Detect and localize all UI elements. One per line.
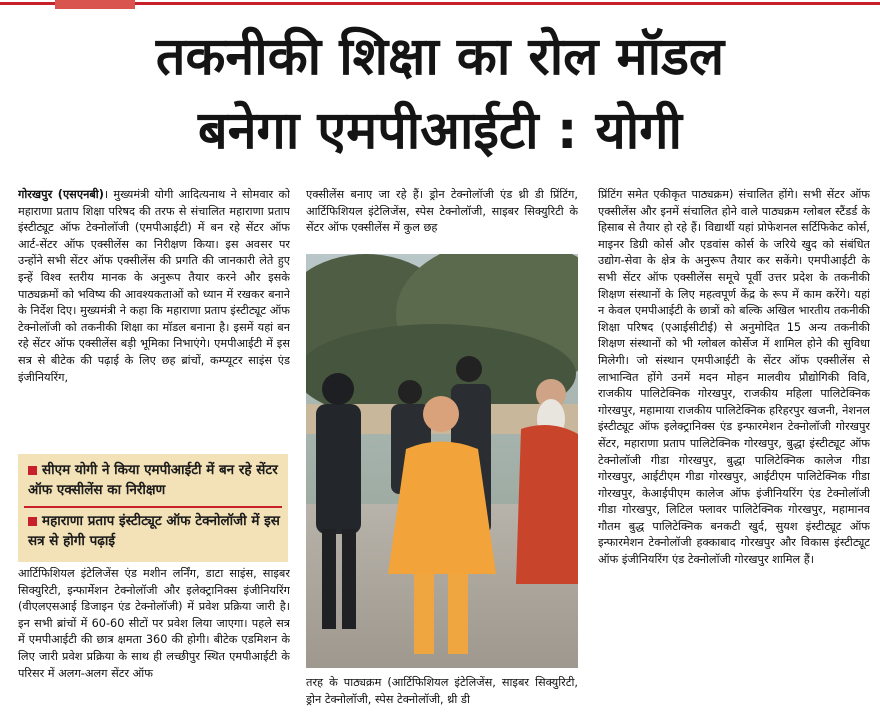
news-photo bbox=[306, 254, 578, 668]
article-column-3: प्रिंटिंग समेत एकीकृत पाठ्यक्रम) संचालित होंगे। सभी सेंटर ऑफ एक्सीलेंस और इनमें संचालित होने वाले पाठ्यक्रम ग्लोबल स्टैंडर्ड के हिसाब से तैयार हो रहे हैं। विद्यार्थी यहां प्रोफेशनल सर्टिफिकेट कोर्स, माइनर डिग्री कोर्स और एडवांस कोर्स के जरिये खुद को संबंधित उद्योग-सेवा के क्षेत्र के अनुरूप तैयार कर सकेंगे। एमपीआईटी के सभी सेंटर ऑफ एक्सीलेंस समूचे पूर्वी उत्तर प्रदेश के तकनीकी शिक्षण संस्थानों के लिए महत्वपूर्ण केंद्र के रूप में काम करेंगे। यहां न केवल एमपीआईटी के छात्रों को बल्कि अखिल भारतीय तकनीकी शिक्षा परिषद (एआईसीटीई) से अनुमोदित 15 अन्य तकनीकी शिक्षण संस्थानों को भी ग्लोबल कोर्सेज में शामिल होने की सुविधा मिलेगी। जो संस्थान एमपीआईटी के सेंटर ऑफ एक्सीलेंस से लाभान्वित होंगे उनमें मदन मोहन मालवीय प्रौद्योगिकी विवि, राजकीय पालिटेक्निक गोरखपुर, राजकीय महिला पालिटेक्निक गोरखपुर, महामाया राजकीय पालिटेक्निक हरिहरपुर खजनी, नेशनल इंस्टीट्यूट ऑफ इलेक्ट्रानिक्स एंड इन्फारमेशन टेक्नोलॉजी गोरखपुर सेंटर, महाराणा प्रताप पालिटेक्निक गोरखपुर, बुद्धा इंस्टीट्यूट ऑफ टेक्नोलॉजी गीडा गोरखपुर, बुद्धा पालिटेक्निक कालेज गीडा गोरखपुर, आईटीएम गीडा गोरखपुर, आईटीएम पालिटेक्निक गीडा गोरखपुर, केआईपीएम कालेज ऑफ इंजीनियरिंग एंड टेक्नोलॉजी गीडा गोरखपुर, लिटिल फ्लावर पालिटेक्निक गोरखपुर, महामानव गौतम बुद्ध पालिटेक्निक बनकटी खुर्द, सुयश इंस्टीट्यूट ऑफ इन्फारमेशन टेक्नोलॉजी हक्काबाद गोरखपुर और विकास इंस्टीट्यूट ऑफ इंजीनियरिंग एंड टेक्नोलॉजी गोरखपुर शामिल हैं। bbox=[598, 188, 870, 567]
article-column-1-bottom: आर्टिफिशियल इंटेलिजेंस एंड मशीन लर्निंग, डाटा साइंस, साइबर सिक्युरिटी, इन्फार्मेशन टेक्नोलॉजी और इलेक्ट्रानिक्स इंजीनियरिंग (वीएलएसआई डिजाइन एंड टेक्नोलॉजी) में प्रवेश प्रक्रिया जारी है। इन सभी ब्रांचों में 60-60 सीटों पर प्रवेश लिया जाएगा। पहले सत्र में एमपीआईटी की छात्र क्षमता 360 की होगी। बीटेक एडमिशन के लिए जारी प्रवेश प्रक्रिया के साथ ही लच्छीपुर स्थित एमपीआईटी के परिसर में अलग-अलग सेंटर ऑफ bbox=[18, 567, 290, 680]
photo-image bbox=[306, 254, 578, 668]
highlight-text-1: सीएम योगी ने किया एमपीआईटी में बन रहे सेंटर ऑफ एक्सीलेंस का निरीक्षण bbox=[28, 462, 278, 498]
highlight-item-1 bbox=[28, 460, 280, 500]
top-rule bbox=[0, 0, 880, 9]
dateline: गोरखपुर (एसएनबी) bbox=[18, 188, 104, 201]
highlight-item-2 bbox=[28, 511, 280, 551]
article-column-1-top bbox=[18, 187, 290, 437]
highlight-text-2: महाराणा प्रताप इंस्टीट्यूट ऑफ टेक्नोलॉजी में इस सत्र से होगी पढ़ाई bbox=[28, 513, 280, 549]
headline-line-2: बनेगा एमपीआईटी : योगी bbox=[198, 101, 682, 161]
highlight-divider bbox=[24, 506, 282, 508]
square-bullet-icon bbox=[28, 466, 37, 475]
article-column-2-top: एक्सीलेंस बनाए जा रहे हैं। ड्रोन टेक्नोलॉजी एंड थ्री डी प्रिंटिंग, आर्टिफिशियल इंटेलिजेंस, स्पेस टेक्नोलॉजी, साइबर सिक्युरिटी के सेंटर ऑफ एक्सीलेंस में कुल छह bbox=[306, 188, 578, 235]
masthead-logo-fragment bbox=[55, 0, 135, 9]
article-column-2-bottom: तरह के पाठ्यक्रम (आर्टिफिशियल इंटेलिजेंस, साइबर सिक्युरिटी, ड्रोन टेक्नोलॉजी, स्पेस टेक्नोलॉजी, थ्री डी bbox=[306, 676, 578, 706]
article-text-col1-top: । मुख्यमंत्री योगी आदित्यनाथ ने सोमवार को महाराणा प्रताप शिक्षा परिषद की तरफ से संचालित महाराणा प्रताप इंस्टीट्यूट ऑफ टेक्नोलॉजी (एमपीआईटी) में बन रहे सेंटर ऑफ आर्ट-सेंटर ऑफ एक्सीलेंस का निरीक्षण किया। इस अवसर पर उन्होंने सभी सेंटर ऑफ एक्सीलेंस की प्रगति की जानकारी लेते हुए इन्हें विश्व स्तरीय मानक के अनुरूप तैयार करने और इसके पाठ्यक्रमों को भविष्य की आवश्यकताओं को ध्यान में रखकर बनाने के निर्देश दिए। मुख्यमंत्री ने कहा कि महाराणा प्रताप इंस्टीट्यूट ऑफ टेक्नोलॉजी को तकनीकी शिक्षा का मॉडल बनाना है। इसमें यहां बन रहे सेंटर ऑफ एक्सीलेंस बड़ी भूमिका निभाएंगे। एमपीआईटी में इस सत्र से बीटेक की पढ़ाई के लिए छह ब्रांचों, कम्प्यूटर साइंस एंड इंजीनियरिंग, bbox=[18, 188, 290, 384]
square-bullet-icon bbox=[28, 517, 37, 526]
highlight-box bbox=[18, 454, 288, 562]
headline-line-1: तकनीकी शिक्षा का रोल मॉडल bbox=[155, 27, 725, 87]
